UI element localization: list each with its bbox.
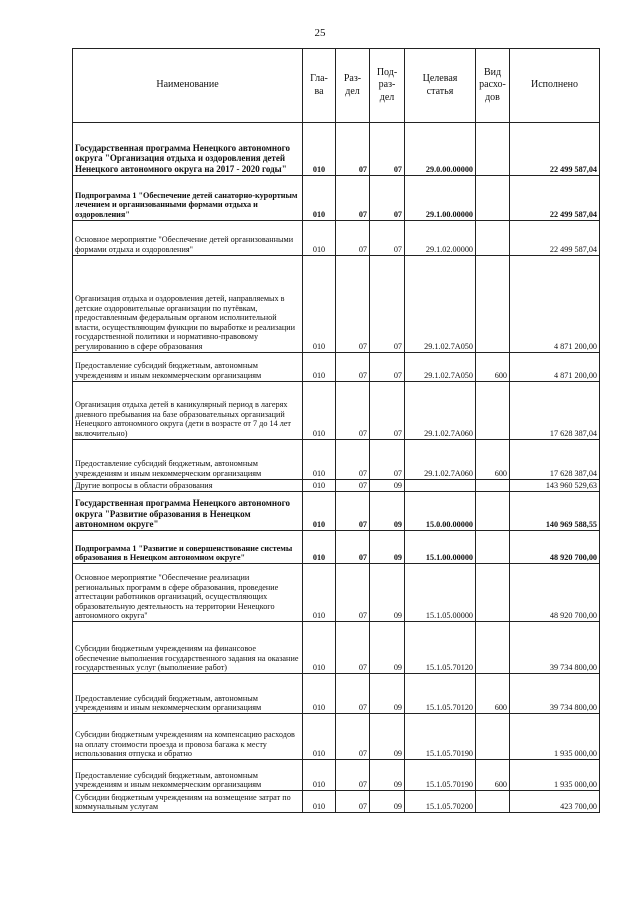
row-section: 07 [336, 123, 370, 176]
header-expense-type: Вид расхо- дов [476, 49, 510, 123]
row-name: Предоставление субсидий бюджетным, автономным учреждениям и иным некоммерческим организациям [73, 440, 303, 480]
row-name: Другие вопросы в области образования [73, 480, 303, 492]
row-expense-type [476, 221, 510, 256]
row-chapter: 010 [303, 791, 336, 813]
row-target: 29.1.02.7А050 [405, 256, 476, 353]
row-subsection: 07 [370, 382, 405, 440]
row-target: 29.1.02.00000 [405, 221, 476, 256]
table-row [73, 531, 600, 564]
row-expense-type [476, 256, 510, 353]
row-amount: 140 969 588,55 [510, 492, 600, 531]
row-target [405, 480, 476, 492]
row-section: 07 [336, 176, 370, 221]
row-expense-type: 600 [476, 674, 510, 714]
header-name: Наименование [73, 49, 303, 123]
row-subsection: 07 [370, 221, 405, 256]
row-name: Организация отдыха и оздоровления детей, направляемых в детские оздоровительные организации по путёвкам, предоставленным федеральным органом исполнительной власти, осуществляющим функции по выработке и реализации государственной политики и нормативно-правовому регулированию в сфере образования [73, 256, 303, 353]
row-name: Государственная программа Ненецкого автономного округа "Организация отдыха и оздоровления детей Ненецкого автономного округа на 2017 - 2020 годы" [73, 123, 303, 176]
page-number: 25 [314, 27, 326, 39]
row-subsection: 09 [370, 791, 405, 813]
row-chapter: 010 [303, 256, 336, 353]
row-section: 07 [336, 622, 370, 674]
row-target: 29.1.02.7А060 [405, 382, 476, 440]
row-subsection: 09 [370, 492, 405, 531]
row-chapter: 010 [303, 382, 336, 440]
row-target: 29.0.00.00000 [405, 123, 476, 176]
row-amount: 143 960 529,63 [510, 480, 600, 492]
row-subsection: 09 [370, 714, 405, 760]
row-name: Предоставление субсидий бюджетным, автономным учреждениям и иным некоммерческим организациям [73, 674, 303, 714]
row-amount: 48 920 700,00 [510, 564, 600, 622]
row-subsection: 09 [370, 622, 405, 674]
row-subsection: 07 [370, 176, 405, 221]
header-chapter: Гла- ва [303, 49, 336, 123]
header-section: Раз- дел [336, 49, 370, 123]
row-subsection: 07 [370, 256, 405, 353]
table-row [73, 123, 600, 176]
row-chapter: 010 [303, 714, 336, 760]
row-expense-type: 600 [476, 760, 510, 791]
row-chapter: 010 [303, 492, 336, 531]
row-subsection: 09 [370, 564, 405, 622]
row-section: 07 [336, 382, 370, 440]
row-subsection: 09 [370, 760, 405, 791]
row-amount: 17 628 387,04 [510, 382, 600, 440]
row-chapter: 010 [303, 221, 336, 256]
row-amount: 22 499 587,04 [510, 123, 600, 176]
row-amount: 48 920 700,00 [510, 531, 600, 564]
row-section: 07 [336, 674, 370, 714]
row-name: Организация отдыха детей в каникулярный период в лагерях дневного пребывания на базе образовательных организаций Ненецкого автономного округа (дети в возрасте от 7 до 14 лет включительно) [73, 382, 303, 440]
row-chapter: 010 [303, 176, 336, 221]
row-amount: 1 935 000,00 [510, 760, 600, 791]
table-row [73, 353, 600, 382]
row-amount: 4 871 200,00 [510, 256, 600, 353]
row-section: 07 [336, 480, 370, 492]
table-row [73, 492, 600, 531]
row-target: 15.1.05.70120 [405, 622, 476, 674]
row-chapter: 010 [303, 760, 336, 791]
table-row [73, 622, 600, 674]
row-target: 29.1.02.7А050 [405, 353, 476, 382]
row-expense-type [476, 123, 510, 176]
row-expense-type: 600 [476, 440, 510, 480]
row-name: Предоставление субсидий бюджетным, автономным учреждениям и иным некоммерческим организациям [73, 760, 303, 791]
row-section: 07 [336, 531, 370, 564]
row-section: 07 [336, 791, 370, 813]
row-name: Подпрограмма 1 "Развитие и совершенствование системы образования в Ненецком автономном округе" [73, 531, 303, 564]
header-target: Целевая статья [405, 49, 476, 123]
row-subsection: 07 [370, 353, 405, 382]
row-target: 29.1.00.00000 [405, 176, 476, 221]
row-chapter: 010 [303, 353, 336, 382]
row-name: Основное мероприятие "Обеспечение реализации региональных программ в сфере образования, проведение аттестации работников организаций, осуществляющих образовательную деятельность на территории Ненецкого автономного округа" [73, 564, 303, 622]
table-row [73, 480, 600, 492]
row-target: 15.1.05.70120 [405, 674, 476, 714]
row-section: 07 [336, 492, 370, 531]
row-target: 15.1.05.70190 [405, 714, 476, 760]
row-target: 15.1.05.70200 [405, 791, 476, 813]
row-section: 07 [336, 714, 370, 760]
table-row [73, 714, 600, 760]
header-executed: Исполнено [510, 49, 600, 123]
row-section: 07 [336, 353, 370, 382]
table-body [73, 123, 600, 813]
table-row [73, 674, 600, 714]
row-chapter: 010 [303, 440, 336, 480]
header-subsection: Под- раз- дел [370, 49, 405, 123]
row-expense-type [476, 622, 510, 674]
row-expense-type [476, 564, 510, 622]
row-amount: 17 628 387,04 [510, 440, 600, 480]
row-expense-type [476, 531, 510, 564]
row-section: 07 [336, 440, 370, 480]
table-row [73, 221, 600, 256]
row-chapter: 010 [303, 622, 336, 674]
row-target: 15.0.00.00000 [405, 492, 476, 531]
row-subsection: 09 [370, 480, 405, 492]
row-target: 15.1.00.00000 [405, 531, 476, 564]
table-row [73, 256, 600, 353]
row-section: 07 [336, 564, 370, 622]
row-name: Предоставление субсидий бюджетным, автономным учреждениям и иным некоммерческим организациям [73, 353, 303, 382]
row-amount: 39 734 800,00 [510, 622, 600, 674]
table-row [73, 564, 600, 622]
row-section: 07 [336, 256, 370, 353]
row-expense-type: 600 [476, 353, 510, 382]
row-chapter: 010 [303, 531, 336, 564]
row-section: 07 [336, 760, 370, 791]
table-header-row [73, 49, 600, 123]
row-name: Субсидии бюджетным учреждениям на возмещение затрат по коммунальным услугам [73, 791, 303, 813]
budget-table [72, 48, 600, 813]
row-expense-type [476, 714, 510, 760]
row-subsection: 07 [370, 440, 405, 480]
row-target: 15.1.05.00000 [405, 564, 476, 622]
row-target: 29.1.02.7А060 [405, 440, 476, 480]
table-row [73, 440, 600, 480]
row-expense-type [476, 382, 510, 440]
row-amount: 423 700,00 [510, 791, 600, 813]
row-name: Субсидии бюджетным учреждениям на компенсацию расходов на оплату стоимости проезда и провоза багажа к месту использования отпуска и обратно [73, 714, 303, 760]
row-subsection: 09 [370, 674, 405, 714]
row-subsection: 09 [370, 531, 405, 564]
row-amount: 4 871 200,00 [510, 353, 600, 382]
row-subsection: 07 [370, 123, 405, 176]
table-row [73, 791, 600, 813]
row-amount: 1 935 000,00 [510, 714, 600, 760]
row-target: 15.1.05.70190 [405, 760, 476, 791]
row-chapter: 010 [303, 123, 336, 176]
row-amount: 22 499 587,04 [510, 176, 600, 221]
row-chapter: 010 [303, 480, 336, 492]
row-name: Государственная программа Ненецкого автономного округа "Развитие образования в Ненецком автономном округе" [73, 492, 303, 531]
row-amount: 39 734 800,00 [510, 674, 600, 714]
row-chapter: 010 [303, 674, 336, 714]
table-row [73, 382, 600, 440]
table-row [73, 176, 600, 221]
row-section: 07 [336, 221, 370, 256]
row-name: Основное мероприятие "Обеспечение детей организованными формами отдыха и оздоровления" [73, 221, 303, 256]
row-amount: 22 499 587,04 [510, 221, 600, 256]
row-name: Подпрограмма 1 "Обеспечение детей санаторно-курортным лечением и организованными формами отдыха и оздоровления" [73, 176, 303, 221]
row-name: Субсидии бюджетным учреждениям на финансовое обеспечение выполнения государственного задания на оказание государственных услуг (выполнение работ) [73, 622, 303, 674]
table-row [73, 760, 600, 791]
row-chapter: 010 [303, 564, 336, 622]
row-expense-type [476, 480, 510, 492]
row-expense-type [476, 492, 510, 531]
row-expense-type [476, 176, 510, 221]
row-expense-type [476, 791, 510, 813]
